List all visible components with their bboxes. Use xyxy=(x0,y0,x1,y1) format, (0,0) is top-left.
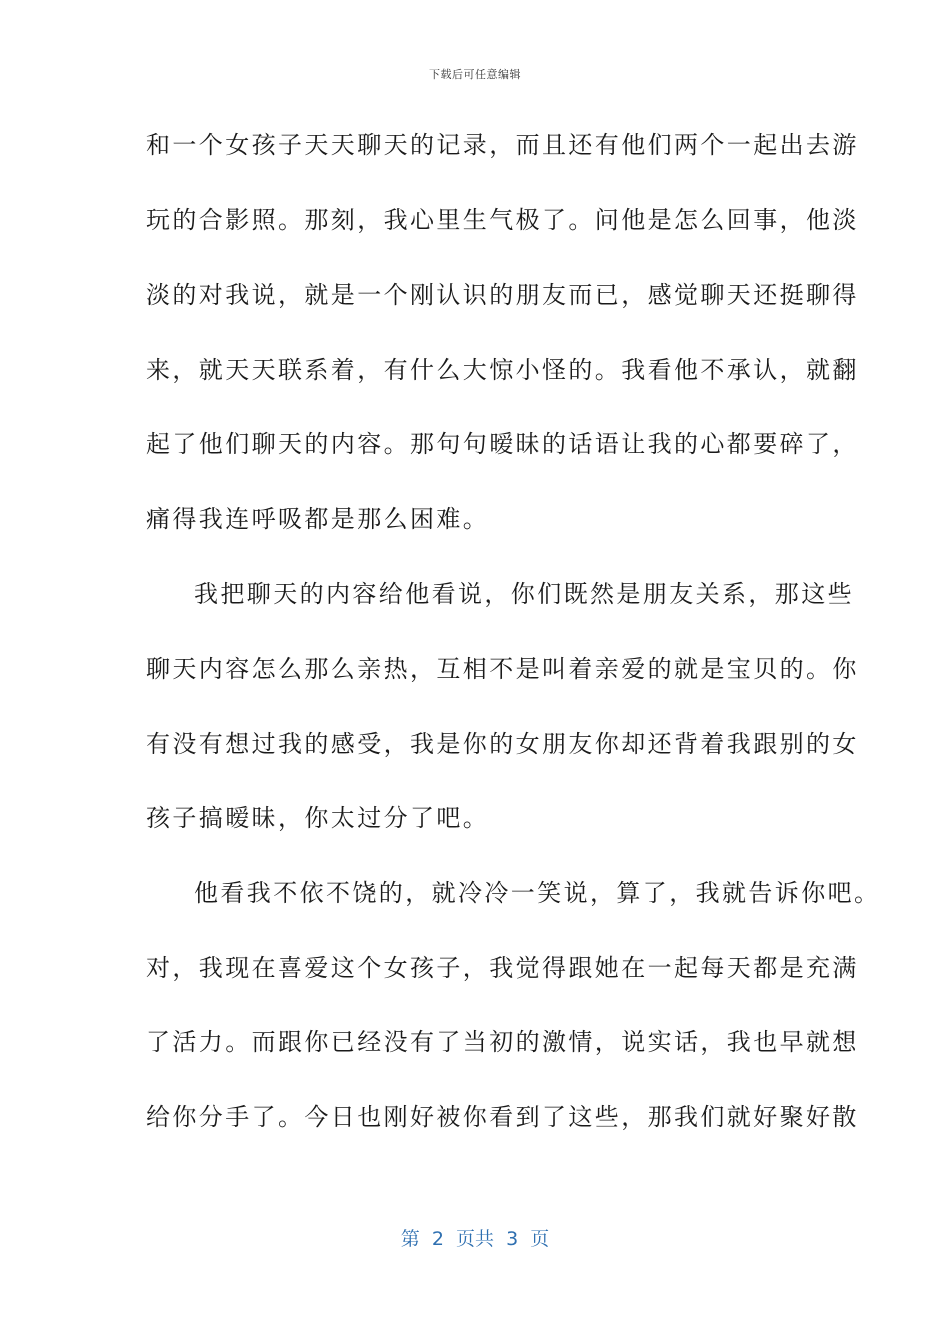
text-line: 对，我现在喜爱这个女孩子，我觉得跟她在一起每天都是充满 xyxy=(146,954,859,982)
text-line: 痛得我连呼吸都是那么困难。 xyxy=(146,505,490,533)
text-line: 有没有想过我的感受，我是你的女朋友你却还背着我跟别的女 xyxy=(146,730,859,758)
paragraph-first-line: 我把聊天的内容给他看说，你们既然是朋友关系，那这些 xyxy=(194,580,854,608)
text-line: 孩子搞暧昧，你太过分了吧。 xyxy=(146,804,490,832)
text-line: 和一个女孩子天天聊天的记录，而且还有他们两个一起出去游 xyxy=(146,131,859,159)
paragraph-first-line: 他看我不依不饶的，就冷冷一笑说，算了，我就告诉你吧。 xyxy=(194,879,881,907)
page-number-footer: 第 2 页共 3 页 xyxy=(400,1228,550,1250)
text-line: 淡的对我说，就是一个刚认识的朋友而已，感觉聊天还挺聊得 xyxy=(146,281,859,309)
page-header-note: 下载后可任意编辑 xyxy=(429,68,521,81)
text-line: 起了他们聊天的内容。那句句暧昧的话语让我的心都要碎了， xyxy=(146,430,859,458)
text-line: 聊天内容怎么那么亲热，互相不是叫着亲爱的就是宝贝的。你 xyxy=(146,655,859,683)
text-line: 给你分手了。今日也刚好被你看到了这些，那我们就好聚好散 xyxy=(146,1103,859,1131)
text-line: 来，就天天联系着，有什么大惊小怪的。我看他不承认，就翻 xyxy=(146,356,859,384)
text-line: 了活力。而跟你已经没有了当初的激情，说实话，我也早就想 xyxy=(146,1028,859,1056)
text-line: 玩的合影照。那刻，我心里生气极了。问他是怎么回事，他淡 xyxy=(146,206,859,234)
